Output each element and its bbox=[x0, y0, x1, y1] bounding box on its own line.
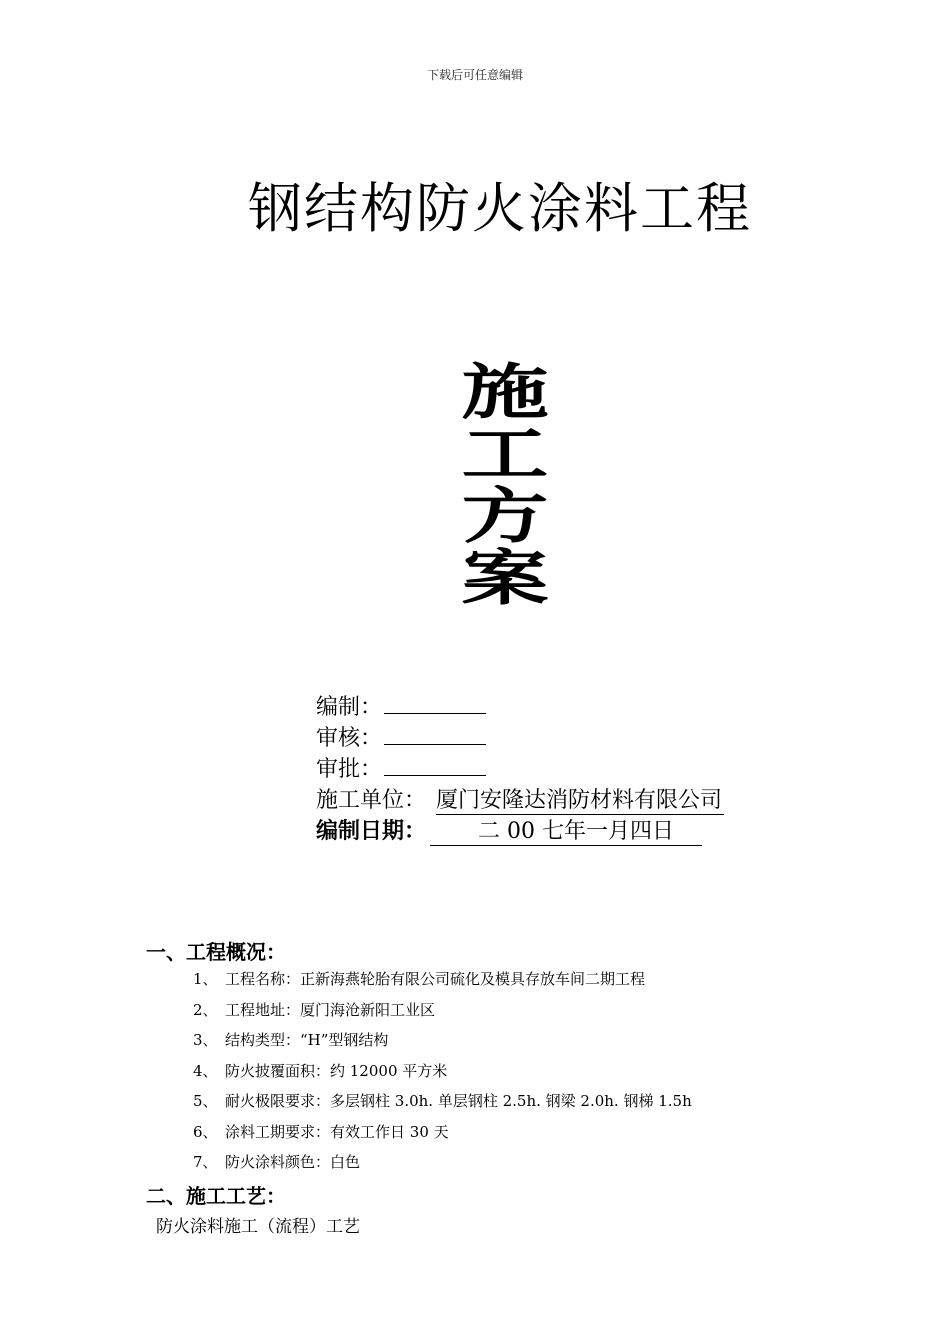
compile-row bbox=[316, 690, 724, 721]
list-item-number: 5、 bbox=[193, 1092, 218, 1110]
vertical-title bbox=[440, 358, 570, 614]
list-item-text: 防火涂料颜色：白色 bbox=[225, 1153, 361, 1171]
list-item bbox=[193, 1090, 692, 1121]
section1-heading: 一、工程概况： bbox=[146, 940, 286, 964]
list-item-text: 结构类型：“H”型钢结构 bbox=[225, 1031, 389, 1049]
list-item-text: 工程地址：厦门海沧新阳工业区 bbox=[225, 1000, 436, 1019]
list-item-number: 3、 bbox=[193, 1031, 218, 1049]
list-item bbox=[193, 1121, 692, 1152]
signature-block bbox=[316, 690, 724, 845]
list-item-number: 2、 bbox=[193, 1000, 218, 1019]
unit-label: 施工单位： bbox=[316, 788, 427, 813]
list-item-text: 耐火极限要求：多层钢柱 3.0h. 单层钢柱 2.5h. 钢梁 2.0h. 钢梯 1.5h bbox=[225, 1092, 692, 1110]
compile-blank bbox=[384, 695, 486, 714]
list-item-text: 工程名称：正新海燕轮胎有限公司硫化及模具存放车间二期工程 bbox=[225, 970, 646, 988]
list-item bbox=[193, 1029, 692, 1060]
unit-row bbox=[316, 783, 724, 814]
header-note: 下载后可任意编辑 bbox=[426, 68, 523, 82]
list-item-number: 4、 bbox=[193, 1061, 218, 1080]
vertical-title-char: 施 bbox=[461, 358, 549, 428]
list-item-number: 1、 bbox=[193, 970, 218, 988]
list-item bbox=[193, 1151, 692, 1182]
section2-subheading: 防火涂料施工（流程）工艺 bbox=[156, 1217, 360, 1237]
list-item-number: 6、 bbox=[193, 1122, 218, 1141]
list-item-number: 7、 bbox=[193, 1153, 218, 1171]
list-item bbox=[193, 999, 692, 1030]
date-value: 二 00 七年一月四日 bbox=[430, 814, 702, 846]
vertical-title-char: 方 bbox=[461, 482, 549, 552]
date-label: 编制日期： bbox=[316, 819, 427, 844]
list-item bbox=[193, 1060, 692, 1091]
date-row bbox=[316, 814, 724, 845]
review-row bbox=[316, 721, 724, 752]
compile-label: 编制： bbox=[316, 695, 383, 720]
main-title: 钢结构防火涂料工程 bbox=[248, 177, 752, 240]
list-item-text: 防火披覆面积：约 12000 平方米 bbox=[225, 1061, 448, 1080]
review-label: 审核： bbox=[316, 726, 383, 751]
vertical-title-char: 工 bbox=[461, 420, 549, 490]
approve-row bbox=[316, 752, 724, 783]
list-item-text: 涂料工期要求：有效工作日 30 天 bbox=[225, 1122, 449, 1141]
approve-blank bbox=[384, 757, 486, 776]
section2-heading: 二、施工工艺： bbox=[146, 1184, 286, 1208]
review-blank bbox=[384, 726, 486, 745]
approve-label: 审批： bbox=[316, 757, 383, 782]
list-item bbox=[193, 968, 692, 999]
vertical-title-char: 案 bbox=[461, 544, 549, 614]
overview-list bbox=[193, 968, 692, 1182]
unit-value: 厦门安隆达消防材料有限公司 bbox=[436, 783, 724, 815]
